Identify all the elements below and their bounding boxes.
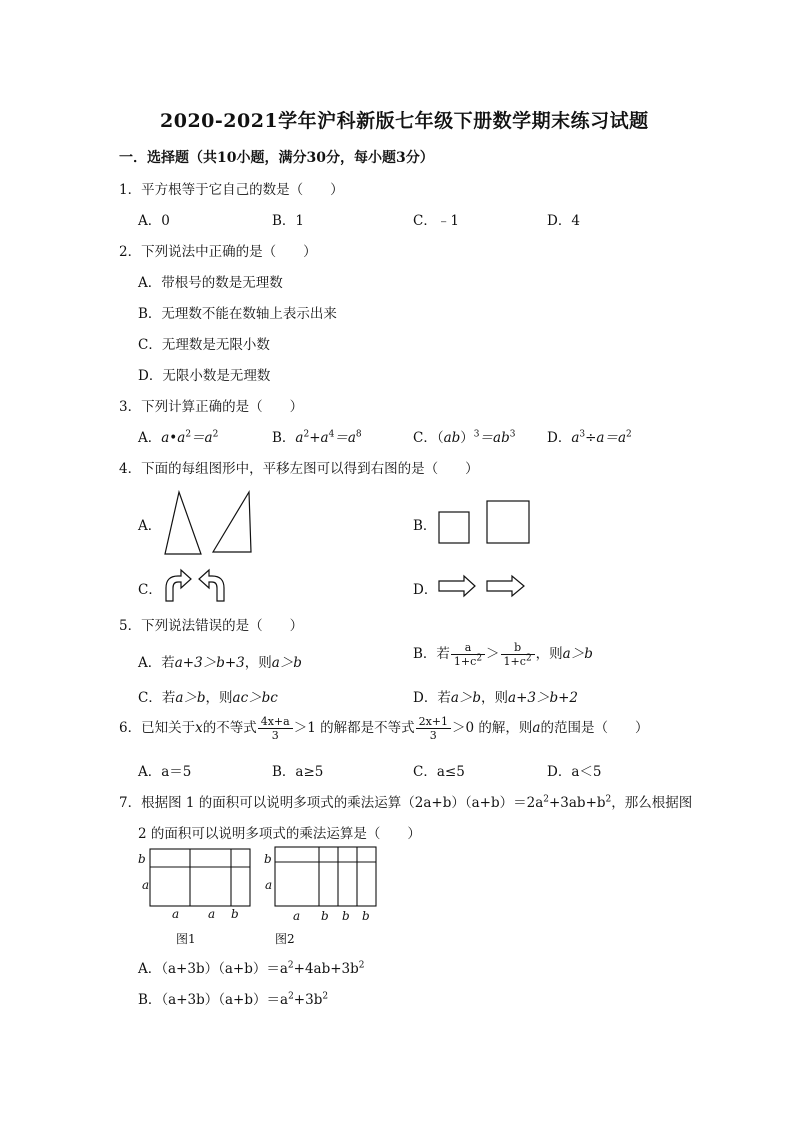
q7-stem-line1: 7．根据图 1 的面积可以说明多项式的乘法运算$(2a+b)(a+b)=2a^2+3ab+b^2$，那么根据图 [119, 794, 693, 811]
q4-c-turn-arrows-figure [162, 568, 232, 604]
q3-option-a[interactable]: A．$a•a^2=a^2$ [138, 429, 219, 446]
turn-left-arrow-icon [199, 570, 224, 601]
q3-stem: 3．下列计算正确的是（ ） [119, 399, 304, 415]
block-arrow-right-icon [439, 576, 475, 596]
q7-stem-line2: 2 的面积可以说明多项式的乘法运算是（ ） [138, 826, 421, 842]
q3-option-d[interactable]: D．$a^3\div a=a^2$ [547, 429, 632, 446]
q2-option-b[interactable]: B．无理数不能在数轴上表示出来 [138, 306, 337, 322]
q1-option-b[interactable]: B．1 [272, 213, 305, 229]
q5-option-b[interactable]: B．若 $\frac{a}{1+c^2}$ ＞ $\frac{b}{1+c^2}$ ，则a＞b [413, 641, 593, 668]
fig1-label-b: b [138, 852, 146, 866]
q7-option-b[interactable]: B．$(a+3b)(a+b)=a^2+3b^2$ [138, 991, 329, 1008]
small-square-shape [439, 512, 469, 543]
q4-stem: 4．下面的每组图形中，平移左图可以得到右图的是（ ） [119, 461, 479, 477]
right-triangle-shape [213, 492, 251, 552]
q5-option-d[interactable]: D．若a＞b，则a+3＞b+2 [413, 690, 579, 706]
q1-stem: 1．平方根等于它自己的数是（ ） [119, 182, 344, 198]
q5-option-c[interactable]: C．若a＞b，则ac＞bc [138, 690, 278, 706]
q3-option-b[interactable]: B．$a^2+a^4=a^8$ [272, 429, 362, 446]
fraction: $\frac{4x+a}{3}$ [258, 715, 293, 742]
block-arrow-right-icon [487, 576, 524, 596]
fig2-outer-rect [275, 847, 376, 906]
q3-option-c[interactable]: C．$(ab)^3=ab^3$ [413, 429, 516, 446]
isosceles-triangle-shape [165, 492, 201, 554]
q4-a-triangles-figure [160, 488, 260, 558]
q7-figure-1 [138, 846, 258, 944]
fig2-label-b: b [264, 852, 272, 866]
q4-option-a[interactable]: A． [138, 518, 162, 534]
fraction: $\frac{2x+1}{3}$ [416, 715, 451, 742]
fig1-bottom-label: a [208, 907, 216, 921]
q7-option-a[interactable]: A．$(a+3b)(a+b)=a^2+4ab+3b^2$ [138, 960, 365, 977]
q6-option-d[interactable]: D．a＜5 [547, 764, 602, 780]
q6-option-b[interactable]: B．a≥5 [272, 764, 324, 780]
fig2-label-a: a [265, 878, 273, 892]
q4-option-b[interactable]: B． [413, 518, 437, 534]
q6-option-a[interactable]: A．a＝5 [138, 764, 192, 780]
q2-option-a[interactable]: A．带根号的数是无理数 [138, 275, 283, 291]
fig2-caption: 图2 [275, 932, 295, 946]
fig2-bottom-label: b [321, 909, 329, 923]
turn-right-arrow-icon [166, 570, 191, 601]
q1-option-a[interactable]: A．0 [138, 213, 170, 229]
q5-stem: 5．下列说法错误的是（ ） [119, 618, 304, 634]
fig1-bottom-label: b [231, 907, 239, 921]
q1-option-c[interactable]: C．﹣1 [413, 213, 459, 229]
fraction: $\frac{a}{1+c^2}$ [451, 641, 485, 668]
fig1-caption: 图1 [176, 932, 196, 946]
fig2-bottom-label: a [293, 909, 301, 923]
fig1-label-a: a [142, 878, 150, 892]
large-square-shape [487, 501, 529, 543]
q1-option-d[interactable]: D．4 [547, 213, 580, 229]
q5-option-a[interactable]: A．若a+3＞b+3，则a＞b [138, 655, 302, 671]
fraction: $\frac{b}{1+c^2}$ [501, 641, 535, 668]
q2-option-d[interactable]: D．无限小数是无理数 [138, 368, 271, 384]
section-heading: 一．选择题（共10小题，满分30分，每小题3分） [119, 150, 434, 166]
q4-option-c[interactable]: C． [138, 582, 162, 598]
q4-b-squares-figure [438, 500, 533, 548]
fig2-bottom-label: b [342, 909, 350, 923]
fig1-bottom-label: a [172, 907, 180, 921]
page-title: 2020-2021学年沪科新版七年级下册数学期末练习试题 [160, 110, 649, 132]
q4-option-d[interactable]: D． [413, 582, 438, 598]
q6-option-c[interactable]: C．a≤5 [413, 764, 465, 780]
fig2-bottom-label: b [362, 909, 370, 923]
q2-option-c[interactable]: C．无理数是无限小数 [138, 337, 270, 353]
q6-stem: 6．已知关于x的不等式 $\frac{4x+a}{3}$ ＞1 的解都是不等式 $\frac{2x+1}{3}$ ＞0 的解，则a的范围是（ ） [119, 715, 649, 742]
fig1-outer-rect [150, 849, 250, 906]
q4-d-block-arrows-figure [438, 574, 528, 598]
q2-stem: 2．下列说法中正确的是（ ） [119, 244, 317, 260]
